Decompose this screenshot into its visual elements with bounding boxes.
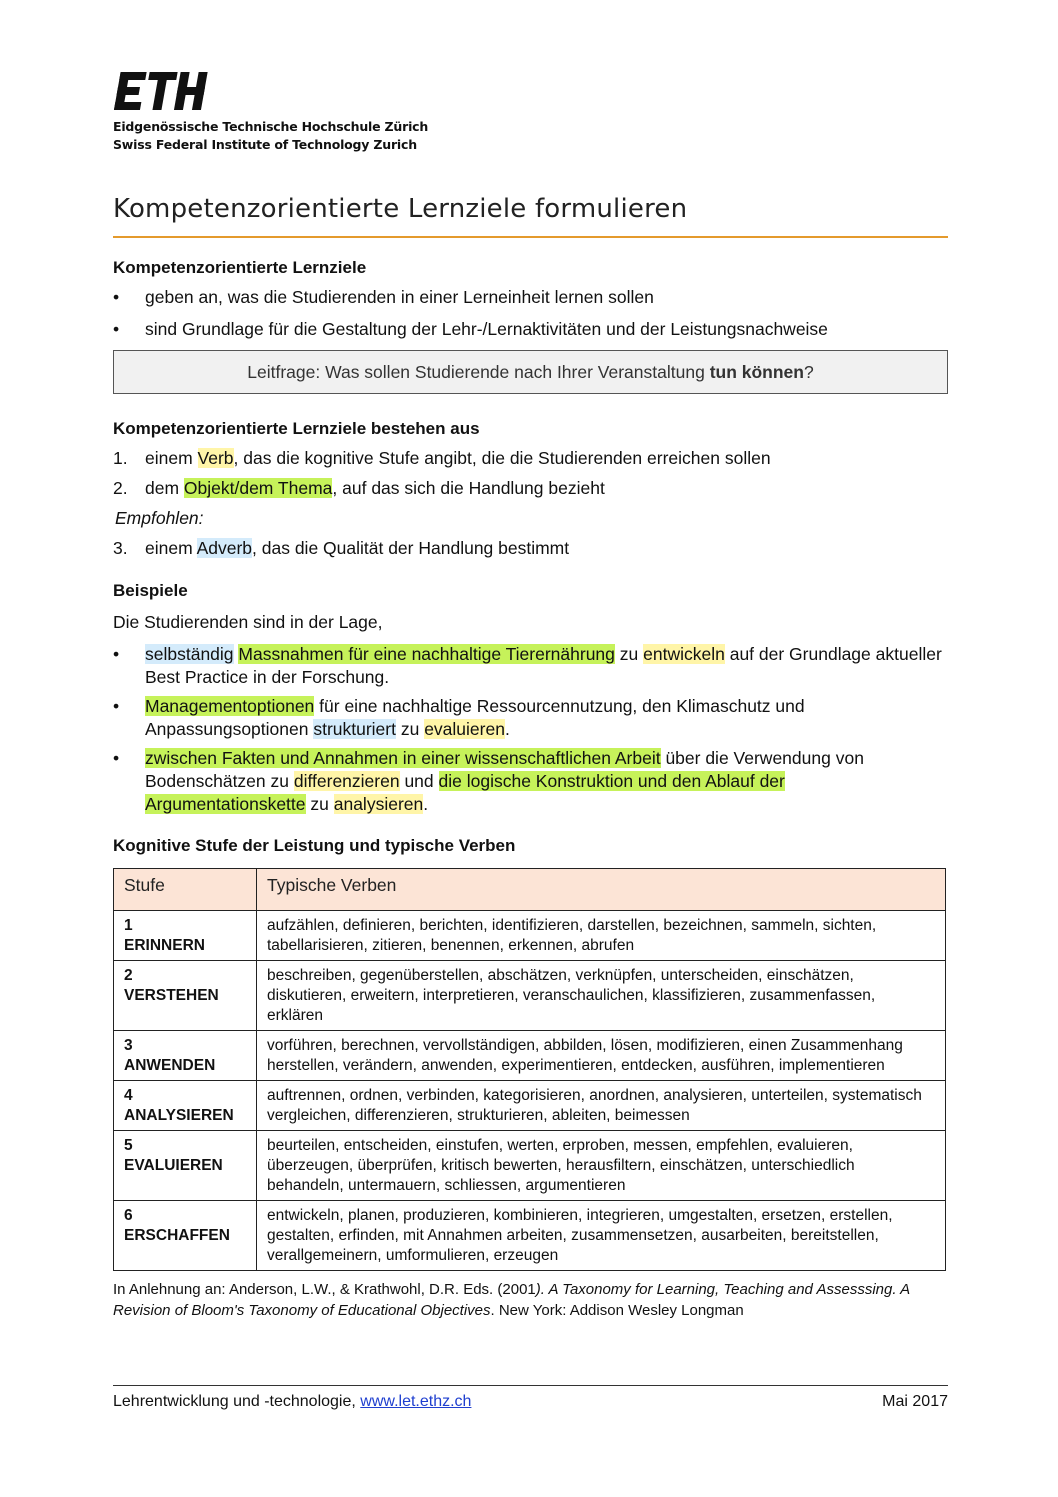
highlight-object: Managementoptionen: [145, 696, 315, 716]
example-item: [113, 747, 948, 816]
table-row: [114, 1031, 946, 1081]
list-item: [113, 537, 948, 559]
highlight-object: Objekt/dem Thema: [183, 478, 333, 498]
highlight-object: Massnahmen für eine nachhaltige Tierernährung: [238, 644, 615, 664]
highlight-object: die logische Konstruktion und den Ablauf der Argumentationskette: [145, 771, 785, 814]
highlight-adverb: Adverb: [196, 538, 253, 558]
section-heading-beispiele: Beispiele: [113, 581, 188, 600]
list-item: • sind Grundlage für die Gestaltung der Lehr-/Lernaktivitäten und der Leistungsnachweise: [113, 318, 948, 340]
institution-name-en: Swiss Federal Institute of Technology Zurich: [113, 137, 417, 152]
institution-name: [113, 118, 948, 154]
item-text: , auf das sich die Handlung bezieht: [332, 478, 605, 498]
highlight-verb: entwickeln: [643, 644, 725, 664]
verbs-cell: entwickeln, planen, produzieren, kombinieren, integrieren, umgestalten, ersetzen, erstellen, gestalten, erfinden, mit Annahmen arbeiten, zusammensetzen, ausarbeiten, bereitstellen, verallgemeinern, umformulieren, erzeugen: [257, 1201, 946, 1271]
footer-date: Mai 2017: [882, 1393, 948, 1410]
example-text: und: [399, 771, 439, 791]
stufe-number: 3: [124, 1037, 133, 1054]
example-item: [113, 643, 948, 689]
leitfrage-emphasis: tun können: [709, 362, 804, 382]
leitfrage-box: [113, 350, 948, 394]
example-text: zu: [395, 719, 425, 739]
table-row: [114, 1081, 946, 1131]
reference-citation: [113, 1279, 948, 1321]
bestandteile-list-empfohlen: [113, 537, 948, 559]
stufe-name: ERINNERN: [124, 937, 205, 954]
highlight-verb: analysieren: [333, 794, 424, 814]
bestandteile-list: [113, 447, 948, 499]
stufe-number: 1: [124, 917, 133, 934]
stufe-name: VERSTEHEN: [124, 987, 219, 1004]
lernziele-list: [113, 286, 948, 340]
table-row: [114, 1201, 946, 1271]
table-row: [114, 961, 946, 1031]
example-text: .: [504, 719, 510, 739]
example-text: zu: [305, 794, 334, 814]
document-title: Kompetenzorientierte Lernziele formulieren: [113, 194, 688, 224]
stufe-cell: [114, 1031, 257, 1081]
stufe-number: 6: [124, 1207, 133, 1224]
verbs-cell: beurteilen, entscheiden, einstufen, werten, erproben, messen, empfehlen, evaluieren, überzeugen, überprüfen, kritisch bewerten, herausfiltern, einschätzen, unterschiedlich behandeln, untermauern, schliessen, argumentieren: [257, 1131, 946, 1201]
stufe-number: 5: [124, 1137, 133, 1154]
column-header-verben: Typische Verben: [257, 869, 946, 911]
beispiele-list: [113, 643, 948, 816]
example-text: zu: [614, 644, 644, 664]
stufe-name: ANALYSIEREN: [124, 1107, 234, 1124]
example-text: .: [423, 794, 429, 814]
document-page: [113, 70, 948, 1321]
beispiele-intro: Die Studierenden sind in der Lage,: [113, 612, 383, 632]
verbs-cell: vorführen, berechnen, vervollständigen, abbilden, lösen, modifizieren, einen Zusammenhang herstellen, verändern, anwenden, experimentieren, entdecken, ausführen, implementieren: [257, 1031, 946, 1081]
reference-publisher: . New York: Addison Wesley Longman: [490, 1302, 744, 1319]
reference-title: ). A Taxonomy for Learning, Teaching and Assesssing. A Revision of Bloom's Taxonomy of Educational Objectives: [113, 1281, 910, 1319]
verbs-table: [113, 868, 946, 1271]
item-text: einem: [145, 538, 197, 558]
empfohlen-label: Empfohlen:: [115, 508, 204, 528]
stufe-number: 4: [124, 1087, 133, 1104]
column-header-stufe: Stufe: [114, 869, 257, 911]
leitfrage-suffix: ?: [803, 362, 814, 382]
example-item: [113, 695, 948, 741]
stufe-cell: [114, 961, 257, 1031]
institution-name-de: Eidgenössische Technische Hochschule Zürich: [113, 119, 429, 134]
stufe-cell: [114, 1081, 257, 1131]
section-heading-kognitive-stufen: Kognitive Stufe der Leistung und typische Verben: [113, 836, 516, 855]
page-footer: [113, 1385, 948, 1412]
list-item: [113, 447, 948, 469]
section-heading-lernziele: Kompetenzorientierte Lernziele: [113, 258, 367, 277]
list-item: [113, 477, 948, 499]
verbs-cell: auftrennen, ordnen, verbinden, kategorisieren, anordnen, analysieren, unterteilen, systematisch vergleichen, differenzieren, strukturieren, ableiten, beimessen: [257, 1081, 946, 1131]
item-number: 3.: [113, 538, 128, 558]
highlight-verb: Verb: [197, 448, 234, 468]
stufe-cell: [114, 1131, 257, 1201]
stufe-name: ERSCHAFFEN: [124, 1227, 230, 1244]
list-item: • geben an, was die Studierenden in einer Lerneinheit lernen sollen: [113, 286, 948, 308]
verbs-cell: beschreiben, gegenüberstellen, abschätzen, verknüpfen, unterscheiden, einschätzen, diskutieren, erweitern, interpretieren, veranschaulichen, klassifizieren, zusammenfassen, erklären: [257, 961, 946, 1031]
verbs-cell: aufzählen, definieren, berichten, identifizieren, darstellen, bezeichnen, sammeln, sichten, tabellarisieren, zitieren, benennen, erkennen, abrufen: [257, 911, 946, 961]
example-text: für eine nachhaltige Ressourcennutzung, den Klimaschutz und Anpassungsoptionen: [145, 696, 805, 739]
highlight-adverb: strukturiert: [313, 719, 396, 739]
footer-left: [113, 1392, 471, 1412]
example-text: über die Verwendung von Bodenschätzen zu: [145, 748, 864, 791]
title-rule: [113, 236, 948, 238]
example-text: auf der Grundlage aktueller Best Practice in der Forschung.: [145, 644, 942, 687]
stufe-number: 2: [124, 967, 133, 984]
item-text: dem: [145, 478, 184, 498]
table-header-row: [114, 869, 946, 911]
footer-website-link[interactable]: www.let.ethz.ch: [360, 1393, 472, 1410]
table-row: [114, 911, 946, 961]
leitfrage-text: Leitfrage: Was sollen Studierende nach Ihrer Veranstaltung: [247, 362, 710, 382]
reference-text: In Anlehnung an: Anderson, L.W., & Krathwohl, D.R. Eds. (2001: [113, 1281, 536, 1298]
item-text: , das die Qualität der Handlung bestimmt: [252, 538, 570, 558]
stufe-name: ANWENDEN: [124, 1057, 216, 1074]
item-text: einem: [145, 448, 198, 468]
highlight-verb: evaluieren: [424, 719, 505, 739]
highlight-object: zwischen Fakten und Annahmen in einer wissenschaftlichen Arbeit: [145, 748, 661, 768]
highlight-verb: differenzieren: [293, 771, 400, 791]
item-number: 1.: [113, 448, 128, 468]
section-heading-bestandteile: Kompetenzorientierte Lernziele bestehen aus: [113, 419, 480, 438]
table-row: [114, 1131, 946, 1201]
eth-logo: [113, 70, 208, 112]
footer-department: Lehrentwicklung und -technologie,: [113, 1393, 361, 1410]
highlight-adverb: selbständig: [145, 644, 234, 664]
item-number: 2.: [113, 478, 128, 498]
stufe-cell: [114, 1201, 257, 1271]
stufe-cell: [114, 911, 257, 961]
item-text: , das die kognitive Stufe angibt, die die Studierenden erreichen sollen: [233, 448, 771, 468]
stufe-name: EVALUIEREN: [124, 1157, 223, 1174]
